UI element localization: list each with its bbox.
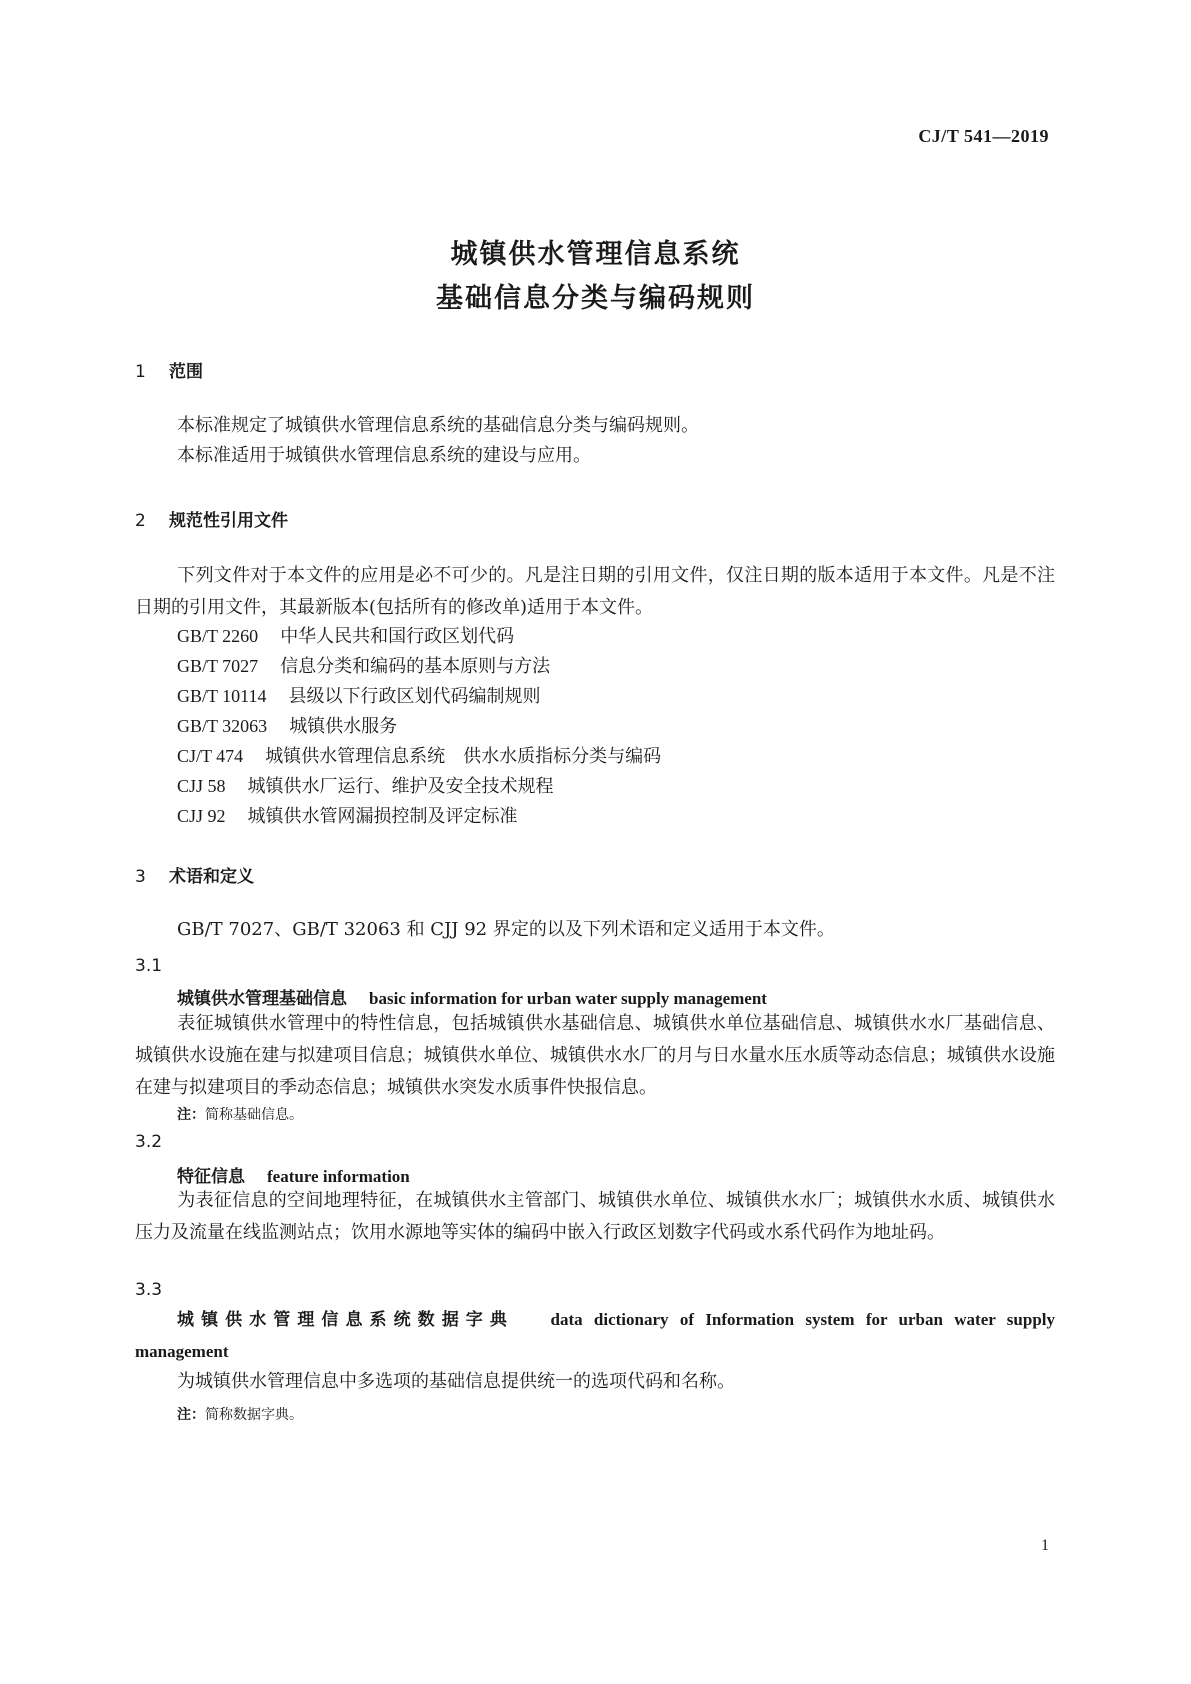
- reference-code: CJ/T 474: [177, 746, 244, 766]
- term-definition: 表征城镇供水管理中的特性信息，包括城镇供水基础信息、城镇供水单位基础信息、城镇供水水厂基础信息、城镇供水设施在建与拟建项目信息；城镇供水单位、城镇供水水厂的月与日水量水压水质等动态信息；城镇供水设施在建与拟建项目的季动态信息；城镇供水突发水质事件快报信息。: [135, 1013, 1055, 1098]
- section-1-heading: [135, 357, 203, 382]
- section-number: 1: [135, 362, 146, 382]
- term-chinese: 城镇供水管理信息系统数据字典: [177, 1310, 514, 1330]
- note-label: 注：: [177, 1407, 205, 1423]
- note-label: 注：: [177, 1107, 205, 1123]
- reference-title: 城镇供水服务: [289, 716, 398, 737]
- term-english: data dictionary of Information system for urban water supply: [550, 1310, 1056, 1329]
- section-title: 规范性引用文件: [169, 511, 288, 531]
- section-3-intro: GB/T 7027、GB/T 32063 和 CJJ 92 界定的以及下列术语和定义适用于本文件。: [177, 919, 835, 940]
- reference-title: 城镇供水管网漏损控制及评定标准: [247, 806, 518, 827]
- reference-code: GB/T 7027: [177, 656, 259, 676]
- term-heading: [177, 1162, 410, 1187]
- reference-code: GB/T 2260: [177, 626, 259, 646]
- section-1-paragraph-1: 本标准规定了城镇供水管理信息系统的基础信息分类与编码规则。: [177, 415, 699, 436]
- note-text: 简称数据字典。: [205, 1407, 303, 1423]
- reference-code: CJJ 58: [177, 776, 226, 796]
- reference-code: GB/T 10114: [177, 686, 267, 706]
- section-3-heading: [135, 862, 254, 887]
- normative-reference: [177, 622, 514, 648]
- reference-title: 城镇供水厂运行、维护及安全技术规程: [247, 776, 554, 797]
- term-chinese: 特征信息: [177, 1167, 245, 1187]
- document-title-line2: 基础信息分类与编码规则: [436, 283, 755, 314]
- reference-title: 中华人民共和国行政区划代码: [280, 626, 515, 647]
- term-note: [177, 1104, 303, 1124]
- term-number: 3.1: [135, 956, 163, 976]
- section-number: 3: [135, 867, 146, 887]
- term-chinese: 城镇供水管理基础信息: [177, 989, 347, 1009]
- term-definition: 为表征信息的空间地理特征，在城镇供水主管部门、城镇供水单位、城镇供水水厂；城镇供水水质、城镇供水压力及流量在线监测站点；饮用水源地等实体的编码中嵌入行政区划数字代码或水系代码作为地址码。: [135, 1190, 1055, 1243]
- section-title: 术语和定义: [169, 867, 254, 887]
- normative-reference: [177, 772, 554, 798]
- reference-title: 城镇供水管理信息系统 供水水质指标分类与编码: [265, 746, 662, 767]
- reference-title: 县级以下行政区划代码编制规则: [288, 686, 541, 707]
- normative-reference: [177, 712, 397, 738]
- normative-reference: [177, 652, 550, 678]
- section-2-heading: [135, 506, 288, 531]
- reference-code: CJJ 92: [177, 806, 226, 826]
- section-2-intro: 下列文件对于本文件的应用是必不可少的。凡是注日期的引用文件，仅注日期的版本适用于本文件。凡是不注日期的引用文件，其最新版本(包括所有的修改单)适用于本文件。: [135, 565, 1055, 618]
- normative-reference: [177, 742, 661, 768]
- term-english: feature information: [267, 1167, 410, 1186]
- term-english: basic information for urban water supply management: [369, 989, 767, 1008]
- normative-reference: [177, 682, 541, 708]
- term-heading: [177, 984, 767, 1009]
- term-english-continued: management: [135, 1342, 229, 1361]
- reference-code: GB/T 32063: [177, 716, 268, 736]
- term-definition: 为城镇供水管理信息中多选项的基础信息提供统一的选项代码和名称。: [177, 1371, 735, 1392]
- normative-reference: [177, 802, 518, 828]
- note-text: 简称基础信息。: [205, 1107, 303, 1123]
- term-note: [177, 1404, 303, 1424]
- section-1-paragraph-2: 本标准适用于城镇供水管理信息系统的建设与应用。: [177, 445, 591, 466]
- term-heading: [135, 1304, 1055, 1368]
- term-number: 3.3: [135, 1280, 163, 1300]
- document-title-line1: 城镇供水管理信息系统: [450, 239, 741, 270]
- section-number: 2: [135, 511, 146, 531]
- page-number: 1: [1041, 1537, 1049, 1554]
- section-title: 范围: [169, 362, 203, 382]
- term-number: 3.2: [135, 1132, 163, 1152]
- standard-number: CJ/T 541—2019: [918, 126, 1049, 146]
- reference-title: 信息分类和编码的基本原则与方法: [280, 656, 551, 677]
